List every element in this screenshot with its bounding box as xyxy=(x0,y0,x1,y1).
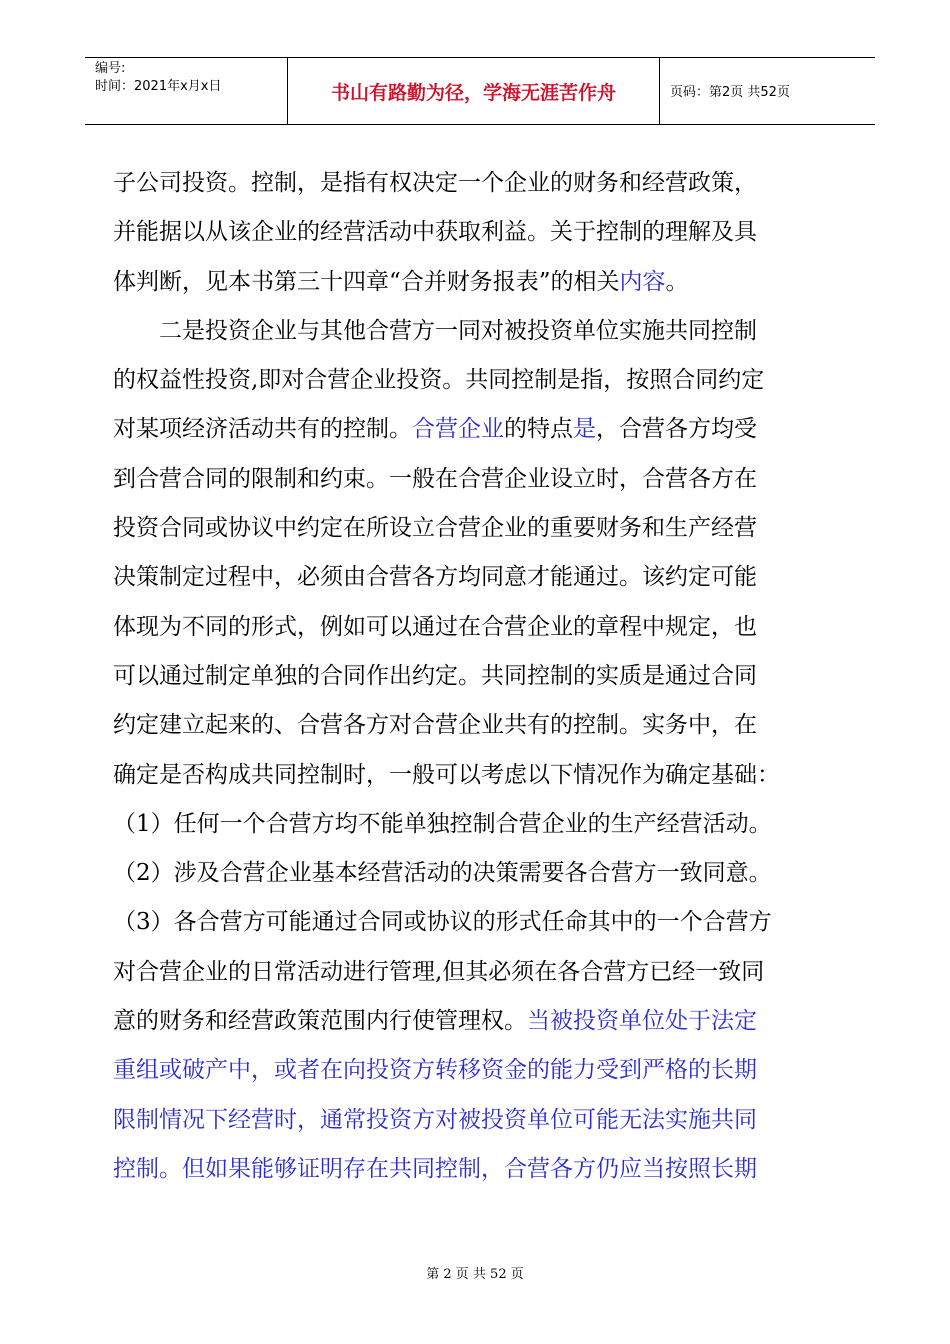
list-item: （1）任何一个合营方均不能单独控制合营企业的生产经营活动。 xyxy=(113,810,772,837)
highlighted-line: 限制情况下经营时，通常投资方对被投资单位可能无法实施共同 xyxy=(113,1106,757,1133)
body-line: 约定建立起来的、合营各方对合营企业共有的控制。实务中，在 xyxy=(113,712,757,739)
highlighted-text: 内容 xyxy=(619,268,666,295)
document-time-label: 时间：2021年x月x日 xyxy=(95,79,222,94)
header-motto-cell xyxy=(288,58,660,124)
body-line xyxy=(113,258,848,307)
header-page-cell xyxy=(660,58,875,124)
header-table xyxy=(85,57,875,125)
body-line: 体现为不同的形式，例如可以通过在合营企业的章程中规定，也 xyxy=(113,613,757,640)
body-text: 体判断，见本书第三十四章“合并财务报表”的相关 xyxy=(113,268,620,295)
body-line: 到合营合同的限制和约束。一般在合营企业设立时，合营各方在 xyxy=(113,465,757,492)
body-line: 的权益性投资,即对合营企业投资。共同控制是指，按照合同约定 xyxy=(113,367,765,394)
body-text: ，合营各方均受 xyxy=(596,416,757,443)
body-line: 确定是否构成共同控制时，一般可以考虑以下情况作为确定基础： xyxy=(113,761,780,788)
body-text: 的特点 xyxy=(504,416,573,443)
list-item: （3）各合营方可能通过合同或协议的形式任命其中的一个合营方 xyxy=(113,909,772,936)
highlighted-text: 是 xyxy=(573,416,596,443)
header-meta-cell xyxy=(85,58,288,124)
highlighted-line: 重组或破产中，或者在向投资方转移资金的能力受到严格的长期 xyxy=(113,1057,757,1084)
body-line: 决策制定过程中，必须由合营各方均同意才能通过。该约定可能 xyxy=(113,564,757,591)
body-text: 对某项经济活动共有的控制。 xyxy=(113,416,412,443)
document-body xyxy=(113,159,848,1194)
document-number-label: 编号: xyxy=(95,61,126,76)
list-item: （2）涉及合营企业基本经营活动的决策需要各合营方一致同意。 xyxy=(113,860,772,887)
body-line: 可以通过制定单独的合同作出约定。共同控制的实质是通过合同 xyxy=(113,662,757,689)
body-text: 。 xyxy=(665,268,689,295)
body-line: 并能据以从该企业的经营活动中获取利益。关于控制的理解及具 xyxy=(113,219,757,246)
body-line xyxy=(113,405,848,454)
header-motto: 书山有路勤为径，学海无涯苦作舟 xyxy=(330,82,616,104)
body-line: 子公司投资。控制，是指有权决定一个企业的财务和经营政策， xyxy=(113,170,757,196)
header-page-info: 页码：第2页 共52页 xyxy=(670,85,790,100)
body-line: 投资合同或协议中约定在所设立合营企业的重要财务和生产经营 xyxy=(113,515,757,542)
body-text: 意的财务和经营政策范围内行使管理权。 xyxy=(113,1008,527,1035)
body-line: 对合营企业的日常活动进行管理,但其必须在各合营方已经一致同 xyxy=(113,958,765,985)
highlighted-text: 当被投资单位处于法定 xyxy=(527,1008,757,1035)
body-line xyxy=(113,997,848,1046)
body-line: 二是投资企业与其他合营方一同对被投资单位实施共同控制 xyxy=(159,317,757,344)
highlighted-text: 合营企业 xyxy=(412,416,504,443)
page-footer: 第 2 页 共 52 页 xyxy=(426,1267,524,1282)
highlighted-line: 控制。但如果能够证明存在共同控制，合营各方仍应当按照长期 xyxy=(113,1155,757,1182)
